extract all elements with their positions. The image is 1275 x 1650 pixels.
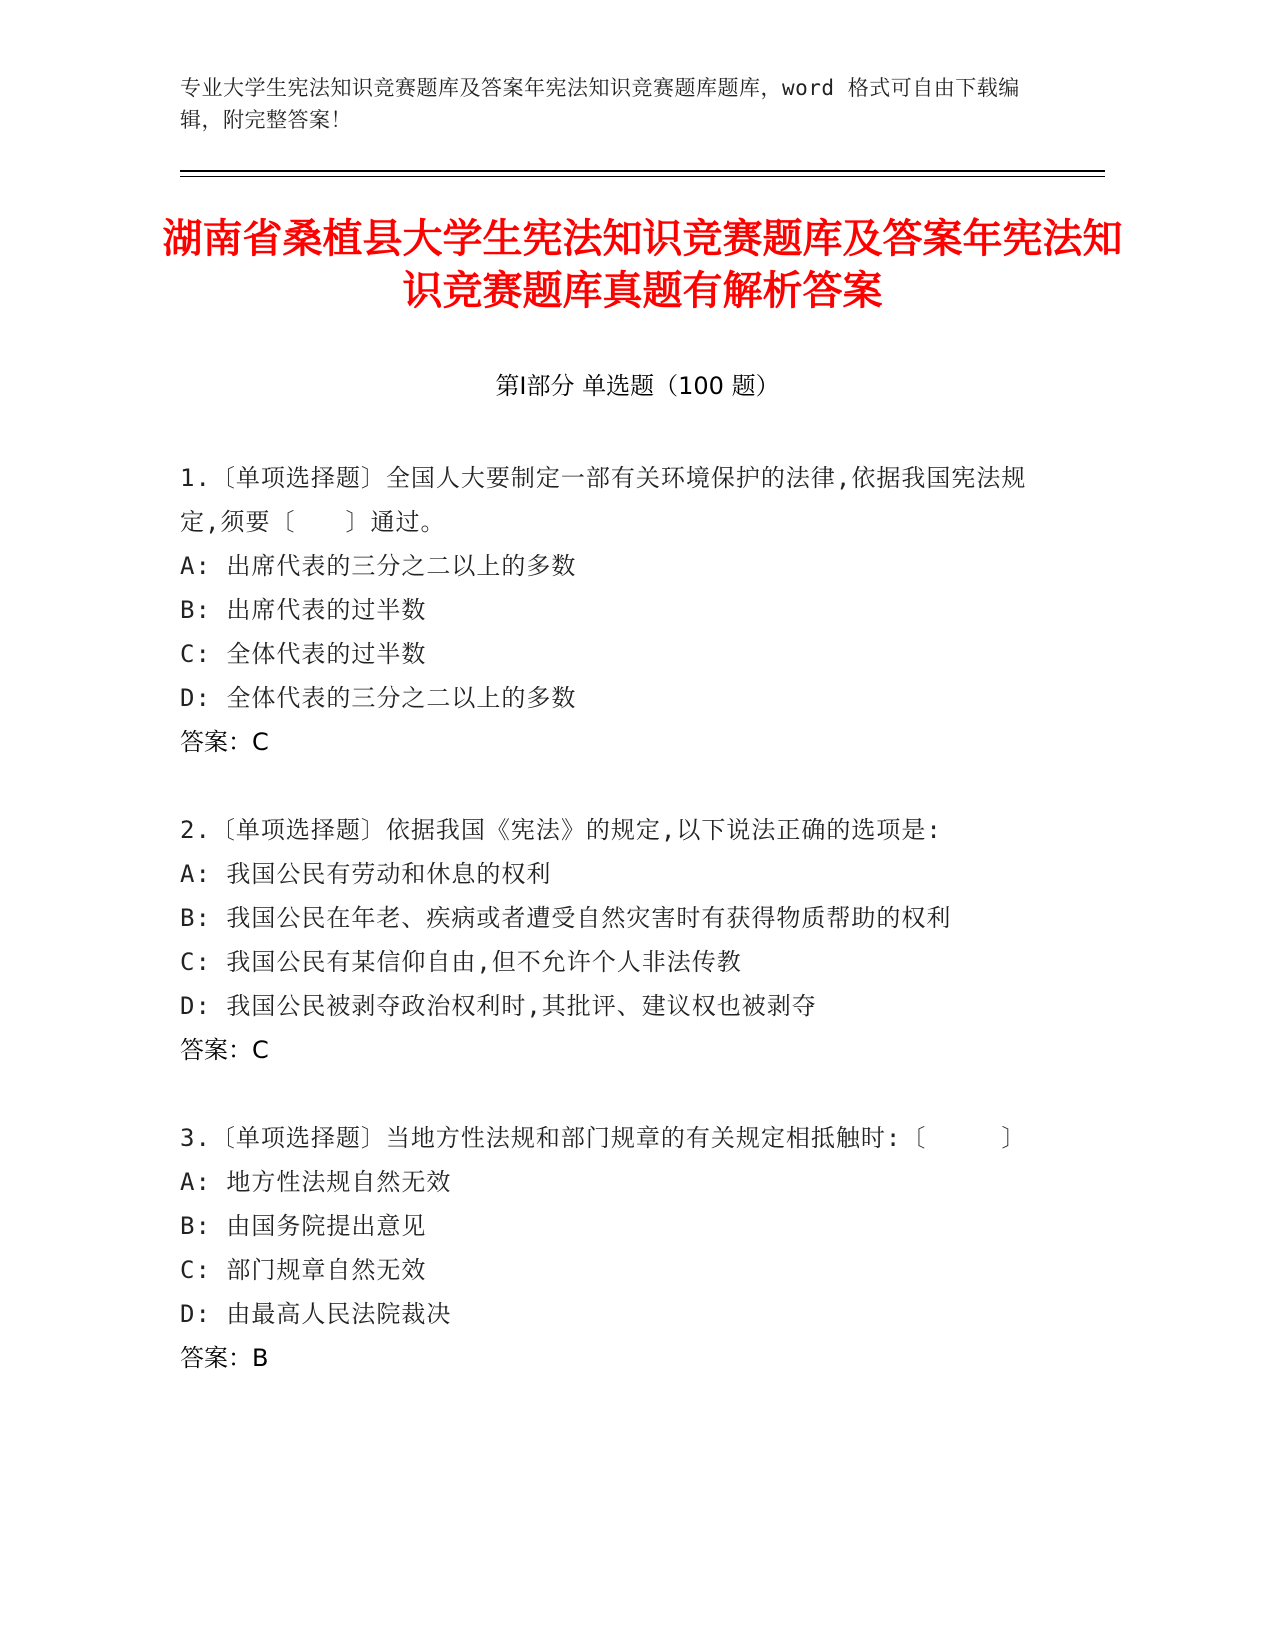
option-d: D: 我国公民被剥夺政治权利时,其批评、建议权也被剥夺: [180, 992, 817, 1020]
question-stem: 2.〔单项选择题〕依据我国《宪法》的规定,以下说法正确的选项是:: [180, 816, 942, 844]
option-c: C: 我国公民有某信仰自由,但不允许个人非法传教: [180, 948, 742, 976]
question-3: [180, 1116, 1040, 1380]
option-b: B: 我国公民在年老、疾病或者遭受自然灾害时有获得物质帮助的权利: [180, 904, 952, 932]
header-divider-thick: [180, 170, 1105, 172]
header-note: 专业大学生宪法知识竞赛题库及答案年宪法知识竞赛题库题库，word 格式可自由下载编辑，附完整答案！: [180, 76, 1020, 132]
answer-line: 答案：C: [180, 1036, 269, 1064]
question-2: [180, 808, 1040, 1072]
option-c: C: 部门规章自然无效: [180, 1256, 427, 1284]
option-c: C: 全体代表的过半数: [180, 640, 427, 668]
option-b: B: 由国务院提出意见: [180, 1212, 427, 1240]
option-d: D: 全体代表的三分之二以上的多数: [180, 684, 577, 712]
option-a: A: 地方性法规自然无效: [180, 1168, 452, 1196]
section-heading: 第Ⅰ部分 单选题（100 题）: [495, 372, 780, 400]
answer-line: 答案：B: [180, 1344, 269, 1372]
question-stem: 3.〔单项选择题〕当地方性法规和部门规章的有关规定相抵触时:〔 〕: [180, 1124, 1027, 1152]
question-list: [180, 456, 1040, 1424]
question-1: [180, 456, 1040, 764]
option-b: B: 出席代表的过半数: [180, 596, 427, 624]
option-d: D: 由最高人民法院裁决: [180, 1300, 452, 1328]
question-stem: 1.〔单项选择题〕全国人大要制定一部有关环境保护的法律,依据我国宪法规定,须要〔 〕通过。: [180, 464, 1027, 536]
document-title: 湖南省桑植县大学生宪法知识竞赛题库及答案年宪法知识竞赛题库真题有解析答案: [162, 216, 1123, 314]
option-a: A: 我国公民有劳动和休息的权利: [180, 860, 552, 888]
option-a: A: 出席代表的三分之二以上的多数: [180, 552, 577, 580]
answer-line: 答案：C: [180, 728, 269, 756]
header-divider-thin: [180, 176, 1105, 177]
